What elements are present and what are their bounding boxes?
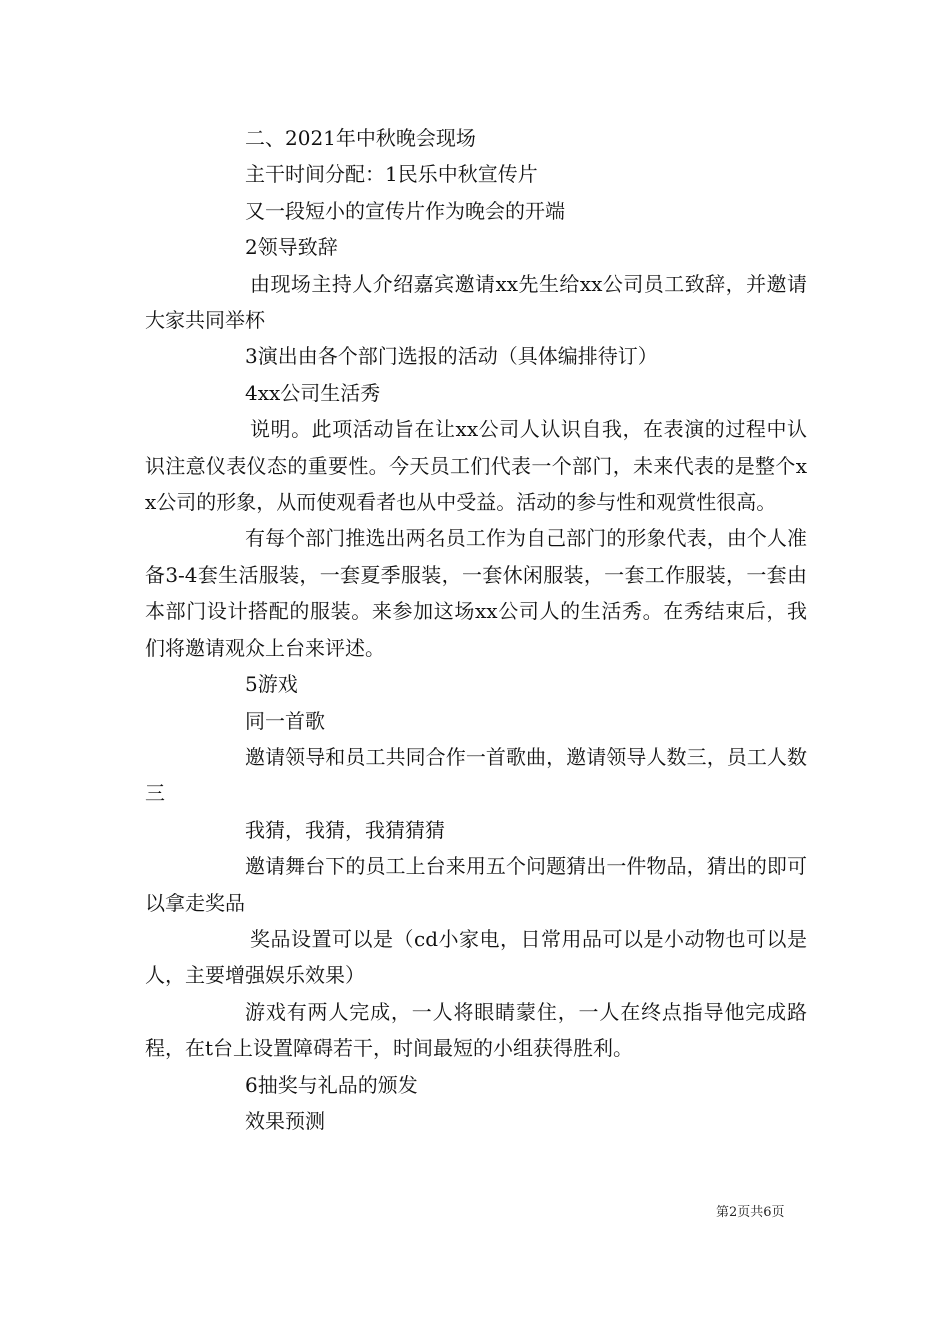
paragraph: 奖品设置可以是（cd小家电，日常用品可以是小动物也可以是人，主要增强娱乐效果） bbox=[145, 926, 807, 988]
paragraph: 邀请舞台下的员工上台来用五个问题猜出一件物品，猜出的即可以拿走奖品 bbox=[145, 854, 807, 915]
paragraph: 主干时间分配：1民乐中秋宣传片 bbox=[245, 162, 538, 187]
paragraph: 说明。此项活动旨在让xx公司人认识自我，在表演的过程中认识注意仪表仪态的重要性。今天员工们代表一个部门，未来代表的是整个xx公司的形象，从而使观看者也从中受益。活动的参与性和观赏性很高。 bbox=[145, 417, 807, 515]
paragraph: 效果预测 bbox=[245, 1108, 325, 1133]
paragraph: 又一段短小的宣传片作为晚会的开端 bbox=[245, 198, 565, 223]
paragraph: 3演出由各个部门选报的活动（具体编排待订） bbox=[245, 344, 658, 369]
section-heading: 二、2021年中秋晚会现场 bbox=[245, 126, 476, 150]
paragraph: 4xx公司生活秀 bbox=[245, 380, 381, 405]
paragraph: 6抽奖与礼品的颁发 bbox=[245, 1072, 418, 1097]
paragraph: 游戏有两人完成，一人将眼睛蒙住，一人在终点指导他完成路程，在t台上设置障碍若干，时间最短的小组获得胜利。 bbox=[145, 999, 807, 1061]
page-number: 第2页共6页 bbox=[716, 1205, 785, 1220]
paragraph: 我猜，我猜，我猜猜猜 bbox=[245, 817, 445, 842]
paragraph: 5游戏 bbox=[245, 672, 298, 697]
paragraph: 同一首歌 bbox=[245, 708, 325, 733]
paragraph: 由现场主持人介绍嘉宾邀请xx先生给xx公司员工致辞，并邀请大家共同举杯 bbox=[145, 271, 807, 333]
document-body bbox=[145, 120, 807, 1139]
paragraph: 邀请领导和员工共同合作一首歌曲，邀请领导人数三，员工人数三 bbox=[145, 744, 807, 806]
paragraph: 有每个部门推选出两名员工作为自己部门的形象代表，由个人准备3-4套生活服装，一套夏季服装，一套休闲服装，一套工作服装，一套由本部门设计搭配的服装。来参加这场xx公司人的生活秀。在秀结束后，我们将邀请观众上台来评述。 bbox=[145, 526, 807, 660]
paragraph: 2领导致辞 bbox=[245, 235, 338, 260]
